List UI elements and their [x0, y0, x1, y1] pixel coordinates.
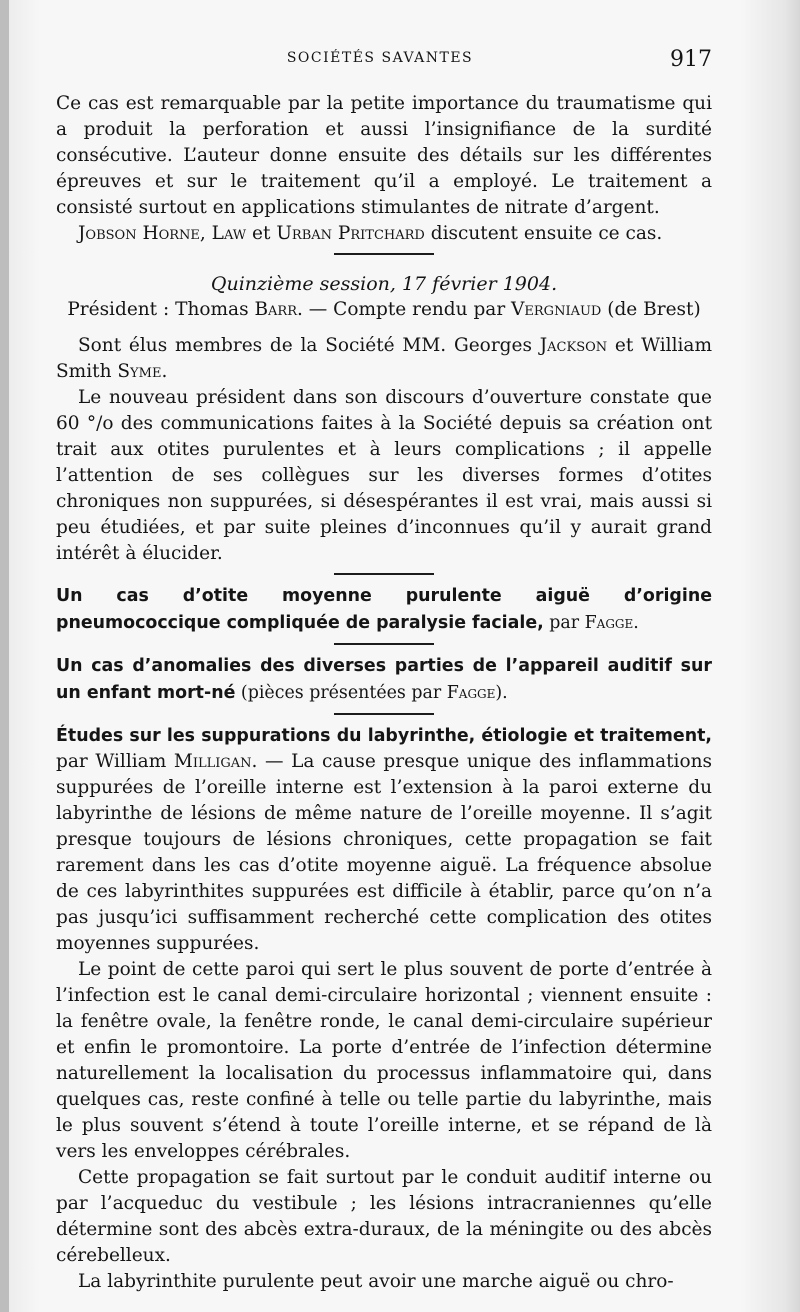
member-name: Syme [117, 361, 162, 382]
section-title-otite [56, 583, 712, 637]
members-text: et William Smith [56, 335, 713, 382]
running-head: SOCIÉTÉS SAVANTES [286, 50, 474, 66]
section-title-labyrinthe: Études sur les suppurations du labyrinthe, étiologie et traitement, [56, 726, 712, 746]
labyrinth-paragraph-1 [56, 723, 712, 957]
page-gutter-shadow [0, 0, 9, 1312]
labyrinth-paragraph-3: Cette propagation se fait surtout par le conduit auditif interne ou par l’acqueduc du vestibule ; les lésions intracraniennes qu’elle détermine sont des abcès extra-duraux, de la méningite ou des abcès cérebelleux. [56, 1167, 712, 1266]
discussant-name: Jobson Horne [78, 223, 200, 244]
president-address-paragraph: Le nouveau président dans son discours d’ouverture constate que 60 °/o des communications faites à la Société depuis sa création ont trait aux otites purulentes et à leurs complications ; il appelle l’attention de ses collègues sur les diverses formes d’otites chroniques non suppurées, si désespérantes il est vrai, mais aussi si peu étudiées, et par suite pleines d’inconnues qu’il y aurait grand intérêt à élucider. [56, 387, 712, 564]
reporter-name: Vergniaud [511, 299, 602, 320]
discussants-line [56, 221, 712, 247]
reporter-place: (de Brest) [601, 299, 701, 320]
section-title-anomalies [56, 653, 712, 707]
byline-text: (pièces présentées par [235, 683, 447, 703]
session-heading: Quinzième session, 17 février 1904. [210, 273, 558, 295]
members-paragraph [56, 333, 712, 385]
president-name: Barr [254, 299, 298, 320]
intro-paragraph: Ce cas est remarquable par la petite importance du traumatisme qui a produit la perforation et aussi l’insignifiance de la surdité consécutive. L’auteur donne ensuite des détails sur les différentes épreuves et sur le traitement qu’il a employé. Le traitement a consisté surtout en applications stimulantes de nitrate d’argent. [56, 93, 712, 218]
labyrinth-paragraph-2: Le point de cette paroi qui sert le plus souvent de porte d’entrée à l’infection est le canal demi-circulaire horizontal ; viennent ensuite : la fenêtre ovale, la fenêtre ronde, le canal demi-circulaire supérieur et enfin le promontoire. La porte d’entrée de l’infection détermine naturellement la localisation du processus inflammatoire qui, dans quelques cas, reste confiné à telle ou telle partie du labyrinthe, mais le plus souvent s’étend à toute l’oreille interne, et se répand de là vers les enveloppes cérébrales. [56, 959, 712, 1162]
author-name: Milligan [173, 751, 252, 772]
byline-text: . [633, 613, 639, 633]
separator-text: , [199, 223, 212, 244]
member-name: Jackson [539, 335, 608, 356]
divider-rule [334, 713, 434, 715]
divider-rule [334, 573, 434, 575]
author-name: Fagge [584, 613, 634, 633]
page-number: 917 [670, 47, 712, 72]
divider-rule [334, 253, 434, 255]
paragraph-text: . — La cause presque unique des inflammations suppurées de l’oreille interne est l’extension à la paroi externe du labyrinthe de lésions de même nature de l’oreille moyenne. Il s’agit presque toujours de lésions chroniques, cette propagation se fait rarement dans les cas d’otite moyenne aiguë. La fréquence absolue de ces labyrinthites suppurées est difficile à établir, parce qu’on n’a pas jusqu’ici suffisamment recherché cette complication des otites moyennes suppurées. [56, 751, 713, 954]
section-title-text: Un cas d’anomalies des diverses parties de l’appareil auditif sur un enfant mort-né [56, 656, 712, 703]
members-text: . [161, 361, 168, 382]
discussant-name: Urban Pritchard [276, 223, 425, 244]
byline-text: ). [495, 683, 508, 703]
report-label: . — Compte rendu par [297, 299, 512, 320]
discussants-tail: discutent ensuite ce cas. [424, 223, 663, 244]
byline-text: par William [56, 751, 174, 772]
president-label: Président : Thomas [67, 299, 255, 320]
section-title-text: Un cas d’otite moyenne purulente aiguë d’origine pneumococcique compliquée de paralysie faciale, [56, 586, 712, 633]
members-text: Sont élus membres de la Société MM. Georges [78, 335, 540, 356]
separator-text: et [246, 223, 277, 244]
author-name: Fagge [446, 683, 496, 703]
page-body [56, 91, 712, 1295]
divider-rule [334, 643, 434, 645]
president-line [56, 297, 712, 323]
page-header [40, 47, 720, 81]
discussant-name: Law [211, 223, 247, 244]
labyrinth-paragraph-4: La labyrinthite purulente peut avoir une marche aiguë ou chro- [78, 1271, 674, 1292]
byline-text: par [543, 613, 585, 633]
